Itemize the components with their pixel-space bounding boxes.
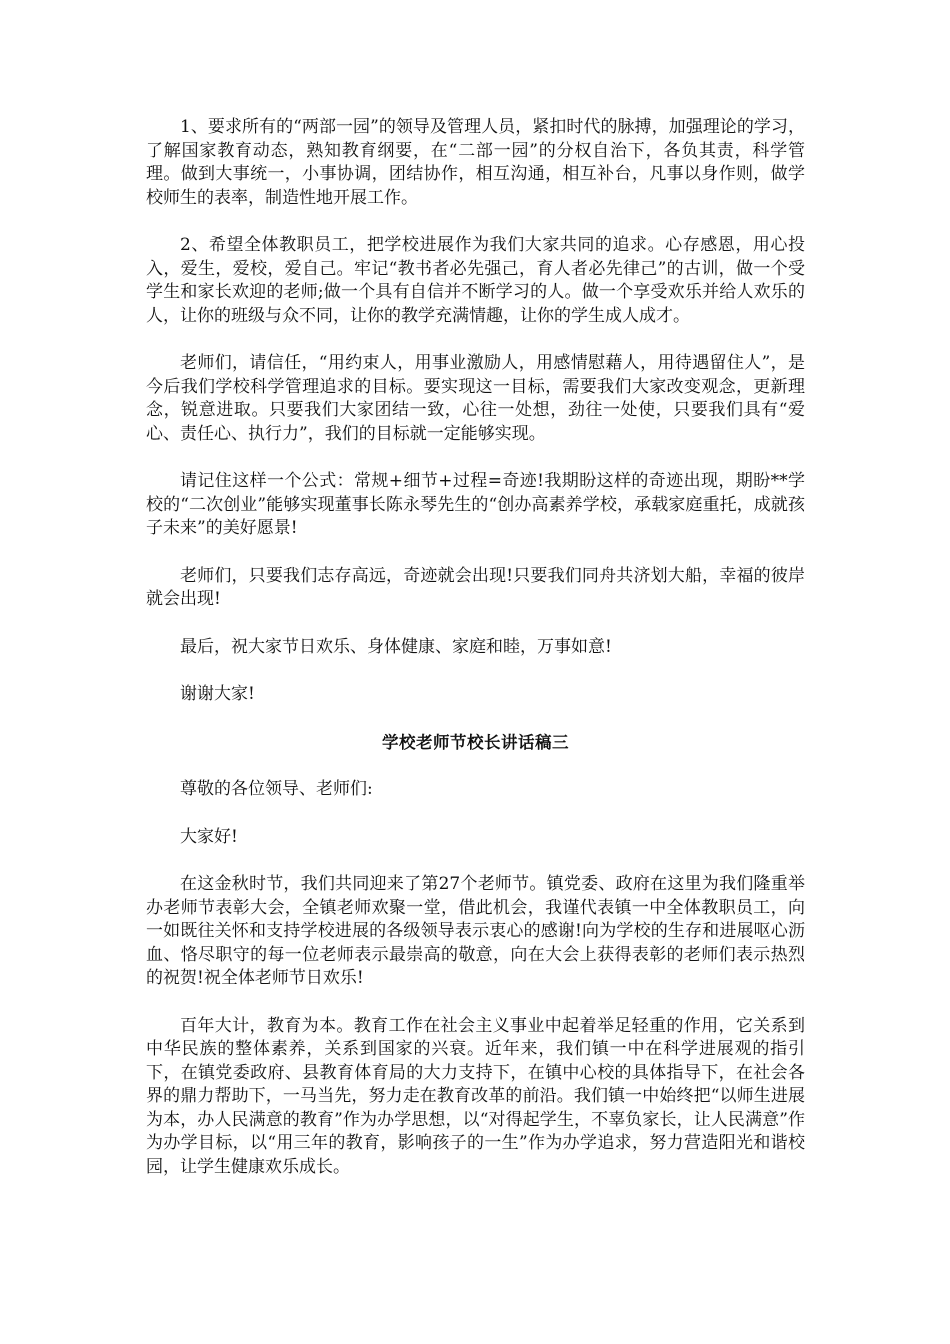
paragraph-teachers-day: 在这金秋时节，我们共同迎来了第27个老师节。镇党委、政府在这里为我们隆重举办老师节表彰大会，全镇老师欢聚一堂，借此机会，我谨代表镇一中全体教职员工，向一如既往关怀和支持学校进展的各级领导表示衷心的感谢!向为学校的生存和进展呕心沥血、恪尽职守的每一位老师表示最崇高的敬意，向在大会上获得表彰的老师们表示热烈的祝贺!祝全体老师节日欢乐! [146, 874, 805, 988]
section-title: 学校老师节校长讲话稿三 [382, 732, 569, 752]
paragraph-requirement-1: 1、要求所有的“两部一园”的领导及管理人员，紧扣时代的脉搏，加强理论的学习，了解国家教育动态，熟知教育纲要，在“二部一园”的分权自治下，各负其责，科学管理。做到大事统一，小事协调，团结协作，相互沟通，相互补台，凡事以身作则，做学校师生的表率，制造性地开展工作。 [146, 117, 805, 208]
paragraph-salutation: 尊敬的各位领导、老师们: [180, 779, 373, 799]
paragraph-requirement-2: 2、希望全体教职员工，把学校进展作为我们大家共同的追求。心存感恩，用心投入，爱生，爱校，爱自己。牢记“教书者必先强己，育人者必先律己”的古训，做一个受学生和家长欢迎的老师;做一个具有自信并不断学习的人。做一个享受欢乐并给人欢乐的人，让你的班级与众不同，让你的教学充满情趣，让你的学生成人成才。 [146, 235, 805, 326]
paragraph-thanks: 谢谢大家! [180, 684, 255, 704]
paragraph-aspiration: 老师们，只要我们志存高远，奇迹就会出现!只要我们同舟共济划大船，幸福的彼岸就会出现! [146, 565, 805, 609]
paragraph-formula: 请记住这样一个公式：常规+细节+过程=奇迹!我期盼这样的奇迹出现，期盼**学校的“二次创业”能够实现董事长陈永琴先生的“创办高素养学校，承载家庭重托，成就孩子未来”的美好愿景! [146, 471, 805, 538]
document-page [146, 116, 805, 1203]
paragraph-greeting: 大家好! [180, 826, 238, 847]
paragraph-teachers-trust: 老师们，请信任，“用约束人，用事业激励人，用感情慰藉人，用待遇留住人”，是今后我们学校科学管理追求的目标。要实现这一目标，需要我们大家改变观念，更新理念，锐意进取。只要我们大家团结一致，心往一处想，劲往一处使，只要我们具有“爱心、责任心、执行力”，我们的目标就一定能够实现。 [146, 353, 805, 444]
paragraph-education-plan: 百年大计，教育为本。教育工作在社会主义事业中起着举足轻重的作用，它关系到中华民族的整体素养，关系到国家的兴衰。近年来，我们镇一中在科学进展观的指引下，在镇党委政府、县教育体育局的大力支持下，在镇中心校的具体指导下，在社会各界的鼎力帮助下，一马当先，努力走在教育改革的前沿。我们镇一中始终把“以师生进展为本，办人民满意的教育”作为办学思想，以“对得起学生，不辜负家长，让人民满意”作为办学目标，以“用三年的教育，影响孩子的一生”作为办学追求，努力营造阳光和谐校园，让学生健康欢乐成长。 [146, 1015, 805, 1177]
paragraph-wishes: 最后，祝大家节日欢乐、身体健康、家庭和睦，万事如意! [180, 636, 612, 657]
